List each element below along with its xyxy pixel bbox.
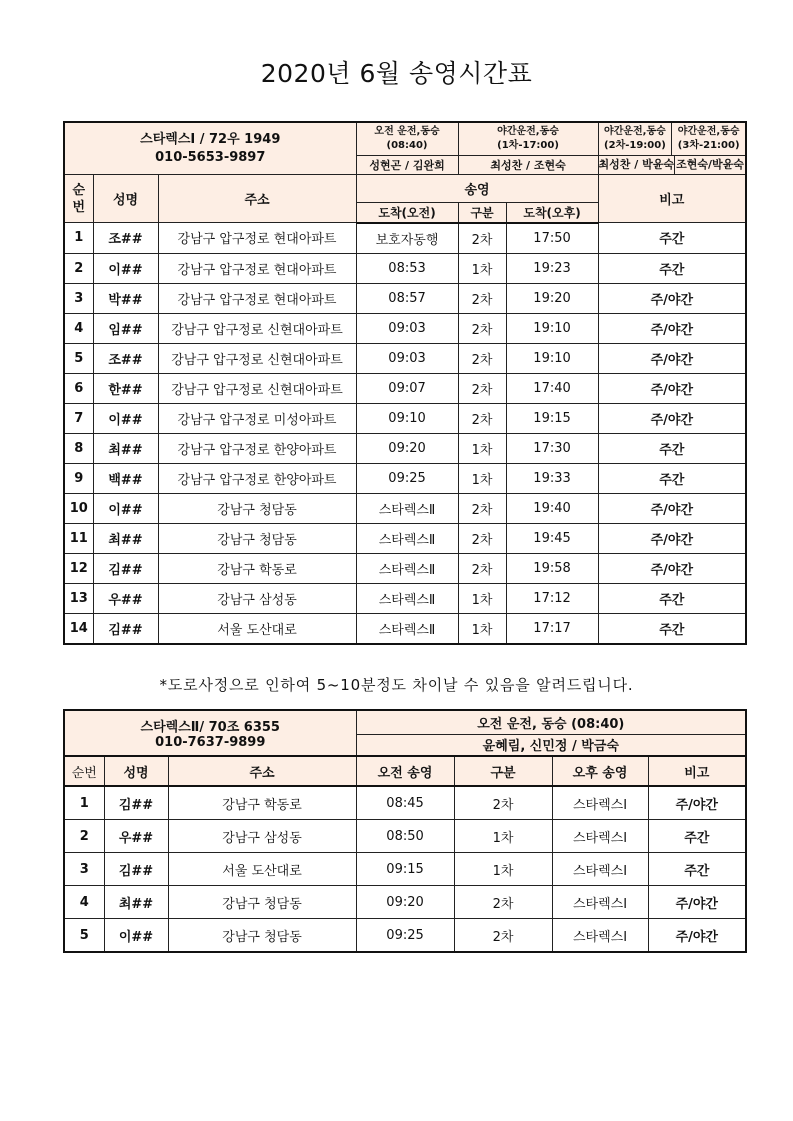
bus1-info (64, 122, 356, 175)
table-row (64, 373, 746, 403)
cell-am: 09:03 (356, 313, 458, 343)
table-row (64, 919, 746, 953)
cell-am: 스타렉스Ⅱ (356, 553, 458, 583)
cell-pm: 스타렉스Ⅰ (552, 853, 648, 886)
bus2-info (64, 710, 356, 756)
cell-note: 주/야간 (598, 523, 746, 553)
cell-pm: 19:58 (506, 553, 598, 583)
col-no: 순 번 (64, 175, 93, 223)
table-row (64, 493, 746, 523)
cell-am: 09:20 (356, 433, 458, 463)
cell-am: 스타렉스Ⅱ (356, 583, 458, 613)
cell-am: 09:25 (356, 463, 458, 493)
cell-pm: 17:17 (506, 613, 598, 644)
cell-am: 09:07 (356, 373, 458, 403)
bus1-shift-1-drivers: 성현곤 / 김완희 (356, 156, 458, 175)
col-am: 도착(오전) (356, 203, 458, 223)
cell-grp: 1차 (458, 463, 506, 493)
cell-note: 주간 (598, 463, 746, 493)
cell-name: 우## (93, 583, 158, 613)
cell-am: 09:25 (356, 919, 454, 953)
cell-pm: 17:50 (506, 223, 598, 254)
cell-note: 주/야간 (598, 373, 746, 403)
cell-name: 박## (93, 283, 158, 313)
cell-no: 5 (64, 343, 93, 373)
cell-no: 14 (64, 613, 93, 644)
col-name: 성명 (93, 175, 158, 223)
cell-pm: 19:23 (506, 253, 598, 283)
cell-pm: 19:40 (506, 493, 598, 523)
cell-name: 최## (93, 523, 158, 553)
cell-grp: 2차 (458, 373, 506, 403)
cell-address: 강남구 삼성동 (168, 820, 356, 853)
cell-no: 3 (64, 853, 104, 886)
table-row (64, 553, 746, 583)
bus1-shift-1 (356, 122, 458, 156)
bus2-drivers: 윤혜림, 신민정 / 박금숙 (356, 734, 746, 756)
col-address: 주소 (158, 175, 356, 223)
cell-note: 주간 (598, 253, 746, 283)
cell-am: 스타렉스Ⅱ (356, 613, 458, 644)
cell-name: 이## (93, 493, 158, 523)
cell-note: 주간 (598, 583, 746, 613)
bus1-shift-3-4 (598, 122, 746, 156)
cell-name: 최## (93, 433, 158, 463)
table-row (64, 463, 746, 493)
cell-no: 2 (64, 820, 104, 853)
cell-no: 13 (64, 583, 93, 613)
cell-note: 주/야간 (598, 283, 746, 313)
bus1-phone: 010-5653-9897 (155, 149, 266, 165)
cell-no: 2 (64, 253, 93, 283)
cell-pm: 19:20 (506, 283, 598, 313)
table-row (64, 403, 746, 433)
cell-grp: 2차 (458, 523, 506, 553)
cell-note: 주/야간 (648, 786, 746, 820)
cell-no: 3 (64, 283, 93, 313)
table-row (64, 613, 746, 644)
bus1-shift-1-sub: (08:40) (386, 140, 428, 151)
table-row (64, 253, 746, 283)
col2-am: 오전 송영 (356, 756, 454, 786)
cell-pm: 19:10 (506, 313, 598, 343)
bus1-shift-3-sub: (2차-19:00) (604, 140, 666, 151)
cell-grp: 2차 (458, 313, 506, 343)
bus1-shift-2-sub: (1차-17:00) (497, 140, 559, 151)
cell-pm: 19:45 (506, 523, 598, 553)
cell-note: 주간 (598, 433, 746, 463)
cell-name: 이## (104, 919, 168, 953)
cell-am: 스타렉스Ⅱ (356, 523, 458, 553)
cell-address: 강남구 압구정로 신현대아파트 (158, 373, 356, 403)
bus2-phone: 010-7637-9899 (155, 735, 266, 750)
cell-note: 주/야간 (598, 403, 746, 433)
cell-note: 주/야간 (648, 919, 746, 953)
col-grp: 구분 (458, 203, 506, 223)
cell-name: 김## (93, 613, 158, 644)
cell-grp: 1차 (458, 613, 506, 644)
cell-no: 11 (64, 523, 93, 553)
cell-no: 1 (64, 786, 104, 820)
cell-address: 강남구 청담동 (168, 886, 356, 919)
cell-no: 5 (64, 919, 104, 953)
cell-no: 4 (64, 313, 93, 343)
cell-pm: 17:30 (506, 433, 598, 463)
cell-no: 7 (64, 403, 93, 433)
bus1-shift-3-head: 야간운전,동승 (604, 126, 666, 137)
cell-name: 백## (93, 463, 158, 493)
cell-am: 08:57 (356, 283, 458, 313)
table-row (64, 853, 746, 886)
table-row (64, 523, 746, 553)
cell-note: 주간 (598, 223, 746, 254)
col2-no: 순번 (64, 756, 104, 786)
cell-address: 강남구 압구정로 신현대아파트 (158, 313, 356, 343)
cell-address: 강남구 압구정로 신현대아파트 (158, 343, 356, 373)
cell-no: 4 (64, 886, 104, 919)
col2-grp: 구분 (454, 756, 552, 786)
bus1-shift-2-drivers: 최성찬 / 조현숙 (458, 156, 598, 175)
cell-grp: 2차 (454, 786, 552, 820)
cell-no: 8 (64, 433, 93, 463)
cell-grp: 1차 (458, 253, 506, 283)
cell-pm: 17:12 (506, 583, 598, 613)
cell-address: 강남구 압구정로 한양아파트 (158, 463, 356, 493)
bus1-schedule-table (63, 121, 747, 645)
col2-pm: 오후 송영 (552, 756, 648, 786)
bus1-shift-4-head: 야간운전,동승 (677, 126, 740, 137)
col-pm: 도착(오후) (506, 203, 598, 223)
cell-am: 09:20 (356, 886, 454, 919)
cell-am: 09:03 (356, 343, 458, 373)
cell-no: 1 (64, 223, 93, 254)
table-row (64, 223, 746, 254)
cell-address: 강남구 학동로 (168, 786, 356, 820)
cell-address: 강남구 압구정로 한양아파트 (158, 433, 356, 463)
cell-am: 08:53 (356, 253, 458, 283)
cell-grp: 2차 (458, 343, 506, 373)
cell-note: 주/야간 (598, 553, 746, 583)
cell-am: 08:50 (356, 820, 454, 853)
cell-address: 서울 도산대로 (158, 613, 356, 644)
cell-address: 강남구 삼성동 (158, 583, 356, 613)
bus2-name: 스타렉스Ⅱ/ 70조 6355 (140, 720, 280, 735)
col-note: 비고 (598, 175, 746, 223)
cell-am: 09:15 (356, 853, 454, 886)
cell-am: 08:45 (356, 786, 454, 820)
cell-no: 10 (64, 493, 93, 523)
table-row (64, 343, 746, 373)
cell-name: 김## (104, 853, 168, 886)
cell-grp: 1차 (454, 853, 552, 886)
cell-grp: 2차 (458, 553, 506, 583)
cell-address: 강남구 청담동 (158, 523, 356, 553)
table-row (64, 283, 746, 313)
cell-grp: 1차 (458, 583, 506, 613)
page-title: 2020년 6월 송영시간표 (260, 59, 533, 88)
cell-pm: 19:10 (506, 343, 598, 373)
bus1-shift-4-sub: (3차-21:00) (677, 140, 740, 151)
cell-address: 강남구 청담동 (168, 919, 356, 953)
cell-grp: 1차 (454, 820, 552, 853)
cell-name: 우## (104, 820, 168, 853)
cell-name: 한## (93, 373, 158, 403)
bus1-shift-3-drivers: 최성찬 / 박윤숙 (599, 156, 675, 174)
cell-name: 조## (93, 343, 158, 373)
cell-grp: 1차 (458, 433, 506, 463)
cell-grp: 2차 (458, 283, 506, 313)
col2-note: 비고 (648, 756, 746, 786)
table-row (64, 886, 746, 919)
cell-name: 이## (93, 253, 158, 283)
cell-grp: 2차 (458, 403, 506, 433)
bus1-shift-2 (458, 122, 598, 156)
cell-address: 강남구 압구정로 현대아파트 (158, 253, 356, 283)
table-row (64, 786, 746, 820)
cell-name: 김## (93, 553, 158, 583)
bus1-shift-1-head: 오전 운전,동승 (374, 126, 440, 137)
cell-pm: 17:40 (506, 373, 598, 403)
bus2-shift-head: 오전 운전, 동승 (08:40) (356, 710, 746, 734)
cell-note: 주/야간 (648, 886, 746, 919)
table-row (64, 313, 746, 343)
cell-pm: 19:15 (506, 403, 598, 433)
cell-name: 조## (93, 223, 158, 254)
cell-no: 6 (64, 373, 93, 403)
cell-am: 보호자동행 (356, 223, 458, 254)
cell-grp: 2차 (458, 223, 506, 254)
cell-note: 주간 (648, 853, 746, 886)
notice-text: *도로사정으로 인하여 5~10분정도 차이날 수 있음을 알려드립니다. (159, 676, 634, 694)
table-row (64, 433, 746, 463)
table-row (64, 583, 746, 613)
cell-no: 12 (64, 553, 93, 583)
cell-pm: 19:33 (506, 463, 598, 493)
cell-address: 강남구 압구정로 미성아파트 (158, 403, 356, 433)
bus1-shift-2-head: 야간운전,동승 (497, 126, 559, 137)
cell-name: 이## (93, 403, 158, 433)
cell-am: 09:10 (356, 403, 458, 433)
col-ride: 송영 (356, 175, 598, 203)
bus1-shift-3-4-drivers (598, 156, 746, 175)
bus1-name: 스타렉스Ⅰ / 72우 1949 (140, 131, 281, 147)
cell-address: 강남구 청담동 (158, 493, 356, 523)
cell-name: 김## (104, 786, 168, 820)
cell-note: 주/야간 (598, 343, 746, 373)
cell-grp: 2차 (458, 493, 506, 523)
cell-am: 스타렉스Ⅱ (356, 493, 458, 523)
col2-address: 주소 (168, 756, 356, 786)
cell-pm: 스타렉스Ⅰ (552, 886, 648, 919)
cell-grp: 2차 (454, 919, 552, 953)
cell-note: 주간 (598, 613, 746, 644)
cell-name: 최## (104, 886, 168, 919)
cell-note: 주/야간 (598, 313, 746, 343)
cell-address: 서울 도산대로 (168, 853, 356, 886)
cell-pm: 스타렉스Ⅰ (552, 786, 648, 820)
cell-address: 강남구 학동로 (158, 553, 356, 583)
cell-note: 주/야간 (598, 493, 746, 523)
cell-address: 강남구 압구정로 현대아파트 (158, 223, 356, 254)
cell-address: 강남구 압구정로 현대아파트 (158, 283, 356, 313)
cell-pm: 스타렉스Ⅰ (552, 820, 648, 853)
bus1-shift-4-drivers: 조현숙/박윤숙 (676, 158, 744, 171)
bus2-schedule-table (63, 709, 747, 953)
cell-grp: 2차 (454, 886, 552, 919)
table-row (64, 820, 746, 853)
cell-name: 임## (93, 313, 158, 343)
col2-name: 성명 (104, 756, 168, 786)
cell-no: 9 (64, 463, 93, 493)
cell-note: 주간 (648, 820, 746, 853)
cell-pm: 스타렉스Ⅰ (552, 919, 648, 953)
